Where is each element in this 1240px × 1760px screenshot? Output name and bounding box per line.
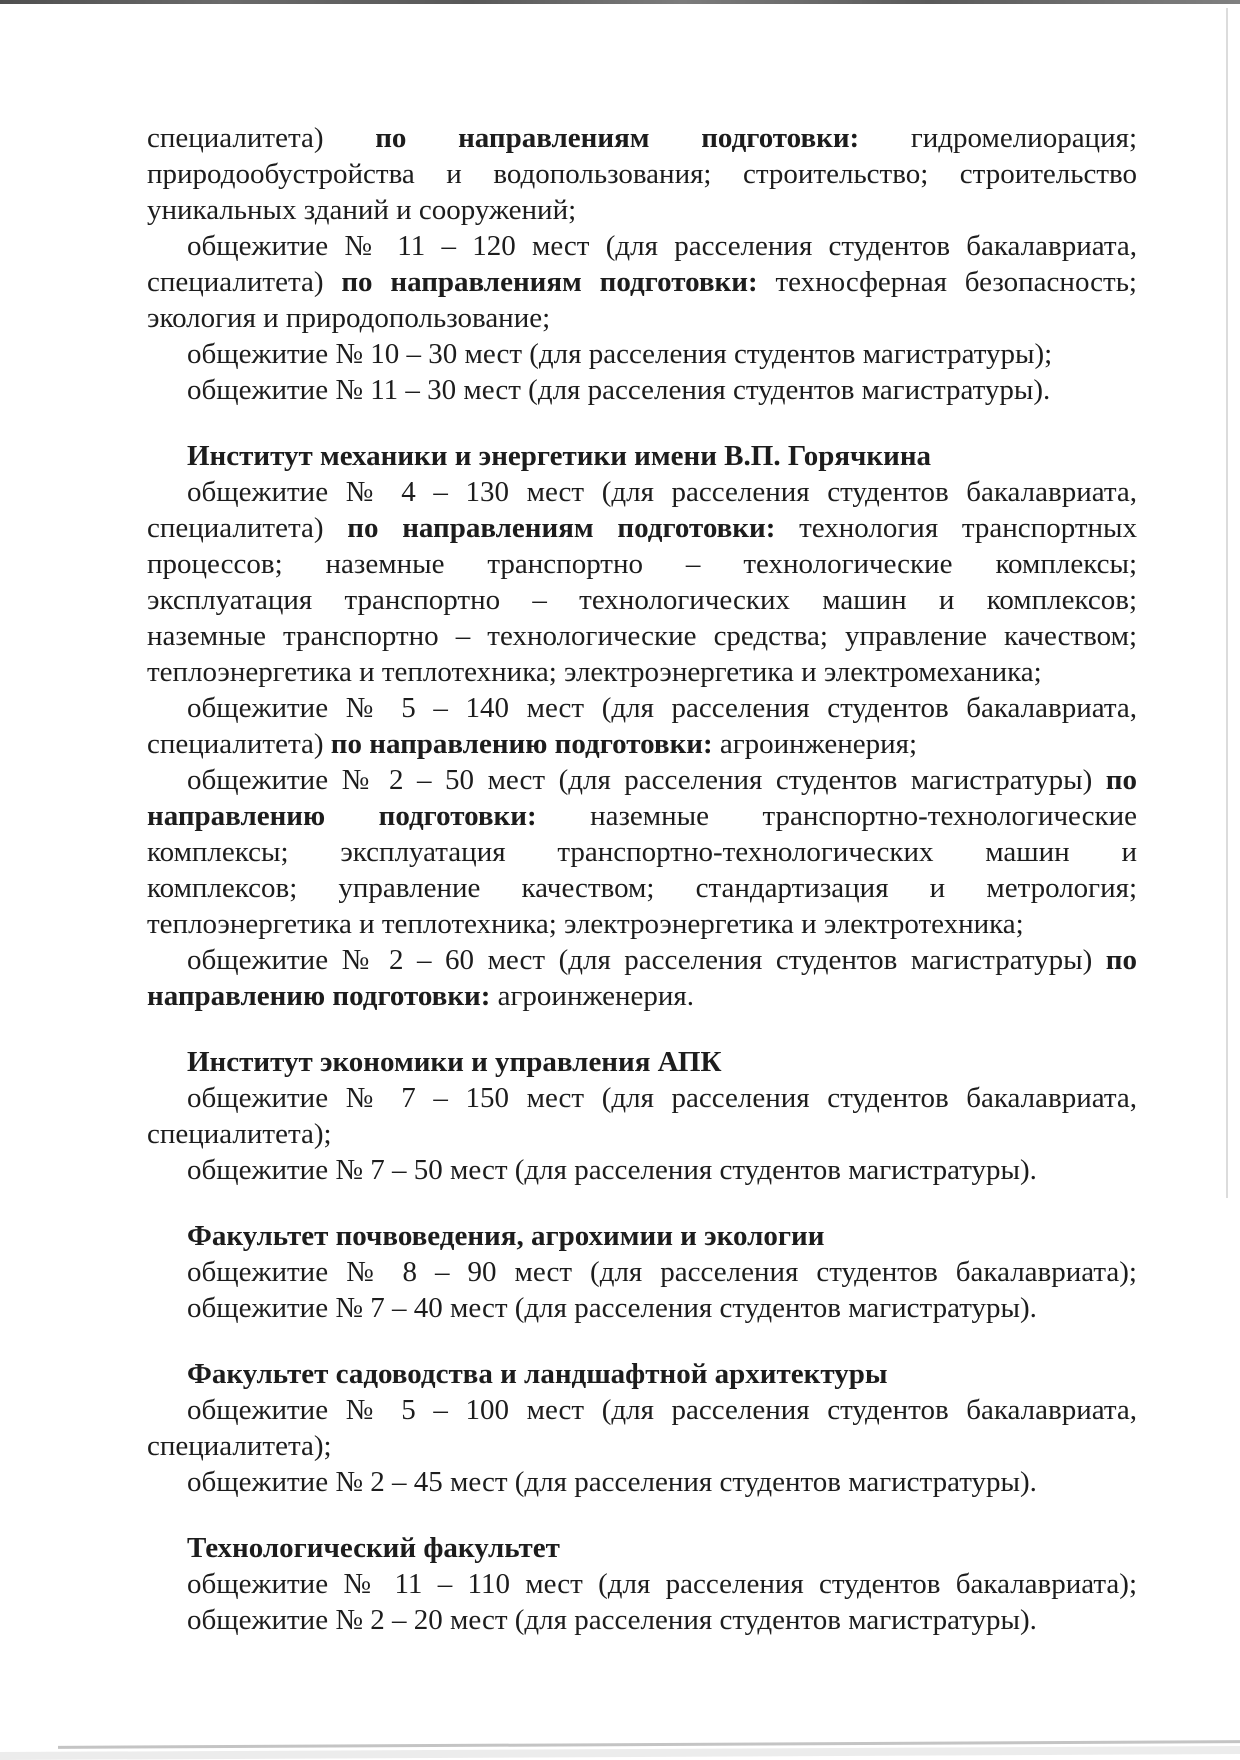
- text-span: агроинженерия.: [490, 980, 694, 1012]
- section-heading: [147, 1044, 1137, 1080]
- bold-phrase: Факультет садоводства и ландшафтной архитектуры: [187, 1358, 888, 1390]
- paragraph-line: [147, 618, 1137, 654]
- paragraph-line: [147, 1464, 1137, 1500]
- paragraph-line: [147, 300, 1137, 336]
- paragraph-line: [147, 228, 1137, 264]
- text-span: общежитие № 5 – 100 мест (для расселения студентов бакалавриата,: [187, 1394, 1137, 1426]
- text-span: техносферная безопасность;: [757, 266, 1137, 298]
- text-span: общежитие № 11 – 30 мест (для расселения студентов магистратуры).: [187, 374, 1051, 406]
- paragraph-line: [147, 474, 1137, 510]
- paragraph-line: [147, 1602, 1137, 1638]
- paragraph-line: [147, 372, 1137, 408]
- bold-phrase: по: [1105, 944, 1137, 976]
- bold-phrase: Институт экономики и управления АПК: [187, 1046, 722, 1078]
- section-heading: [147, 438, 1137, 474]
- text-span: наземные транспортно – технологические средства; управление качеством;: [147, 620, 1137, 652]
- paragraph-line: [147, 870, 1137, 906]
- paragraph-line: [147, 192, 1137, 228]
- paragraph-line: [147, 264, 1137, 300]
- section-heading: [147, 1530, 1137, 1566]
- text-span: общежитие № 7 – 40 мест (для расселения студентов магистратуры).: [187, 1292, 1037, 1324]
- scan-right-paper-edge: [1226, 8, 1228, 1198]
- bold-phrase: Институт механики и энергетики имени В.П. Горячкина: [187, 440, 932, 472]
- bold-phrase: по направлениям подготовки:: [375, 122, 860, 154]
- text-span: специалитета);: [147, 1430, 332, 1462]
- text-span: общежитие № 7 – 50 мест (для расселения студентов магистратуры).: [187, 1154, 1037, 1186]
- paragraph-line: [147, 798, 1137, 834]
- bold-phrase: по направлениям подготовки:: [341, 266, 758, 298]
- paragraph-line: [147, 336, 1137, 372]
- bold-phrase: направлению подготовки:: [147, 980, 491, 1012]
- paragraph-line: [147, 978, 1137, 1014]
- paragraph-line: [147, 156, 1137, 192]
- text-span: общежитие № 10 – 30 мест (для расселения студентов магистратуры);: [187, 338, 1053, 370]
- text-span: общежитие № 5 – 140 мест (для расселения студентов бакалавриата,: [187, 692, 1137, 724]
- paragraph-line: [147, 546, 1137, 582]
- text-span: общежитие № 2 – 50 мест (для расселения студентов магистратуры): [187, 764, 1106, 796]
- text-span: специалитета): [147, 122, 376, 154]
- text-span: экология и природопользование;: [147, 302, 551, 334]
- paragraph-line: [147, 1152, 1137, 1188]
- paragraph-line: [147, 582, 1137, 618]
- text-span: общежитие № 2 – 45 мест (для расселения студентов магистратуры).: [187, 1466, 1037, 1498]
- paragraph-line: [147, 1116, 1137, 1152]
- paragraph-line: [147, 726, 1137, 762]
- bold-phrase: Факультет почвоведения, агрохимии и экологии: [187, 1220, 825, 1252]
- paragraph-line: [147, 120, 1137, 156]
- text-span: общежитие № 4 – 130 мест (для расселения студентов бакалавриата,: [187, 476, 1137, 508]
- text-span: специалитета): [147, 512, 348, 544]
- paragraph-line: [147, 1428, 1137, 1464]
- bold-phrase: направлению подготовки:: [147, 800, 537, 832]
- text-span: уникальных зданий и сооружений;: [147, 194, 577, 226]
- text-span: специалитета): [147, 728, 331, 760]
- paragraph-line: [147, 834, 1137, 870]
- bold-phrase: Технологический факультет: [187, 1532, 560, 1564]
- text-span: комплексы; эксплуатация транспортно-технологических машин и: [147, 836, 1137, 868]
- paragraph-line: [147, 942, 1137, 978]
- text-span: общежитие № 2 – 60 мест (для расселения студентов магистратуры): [187, 944, 1106, 976]
- text-span: общежитие № 7 – 150 мест (для расселения студентов бакалавриата,: [187, 1082, 1137, 1114]
- bold-phrase: по направлению подготовки:: [330, 728, 713, 760]
- paragraph-line: [147, 1290, 1137, 1326]
- paragraph-line: [147, 654, 1137, 690]
- section-heading: [147, 1218, 1137, 1254]
- text-span: теплоэнергетика и теплотехника; электроэнергетика и электротехника;: [147, 908, 1024, 940]
- bold-phrase: по: [1105, 764, 1137, 796]
- paragraph-line: [147, 1254, 1137, 1290]
- paragraph-line: [147, 690, 1137, 726]
- text-span: эксплуатация транспортно – технологических машин и комплексов;: [147, 584, 1137, 616]
- text-span: наземные транспортно-технологические: [536, 800, 1137, 832]
- text-span: специалитета): [147, 266, 342, 298]
- bold-phrase: по направлениям подготовки:: [347, 512, 776, 544]
- text-span: природообустройства и водопользования; строительство; строительство: [147, 158, 1137, 190]
- scan-top-edge-line: [0, 0, 1240, 4]
- text-span: специалитета);: [147, 1118, 332, 1150]
- text-span: агроинженерия;: [712, 728, 918, 760]
- paragraph-line: [147, 510, 1137, 546]
- section-heading: [147, 1356, 1137, 1392]
- text-span: общежитие № 11 – 120 мест (для расселения студентов бакалавриата,: [187, 230, 1137, 262]
- paragraph-line: [147, 1566, 1137, 1602]
- text-block: [147, 120, 1137, 1638]
- text-span: комплексов; управление качеством; стандартизация и метрология;: [147, 872, 1137, 904]
- text-span: общежитие № 2 – 20 мест (для расселения студентов магистратуры).: [187, 1604, 1037, 1636]
- text-span: общежитие № 11 – 110 мест (для расселения студентов бакалавриата);: [187, 1568, 1137, 1600]
- text-span: гидромелиорация;: [859, 122, 1137, 154]
- paragraph-line: [147, 1080, 1137, 1116]
- paragraph-line: [147, 906, 1137, 942]
- paragraph-line: [147, 762, 1137, 798]
- text-span: теплоэнергетика и теплотехника; электроэнергетика и электромеханика;: [147, 656, 1042, 688]
- text-span: процессов; наземные транспортно – технологические комплексы;: [147, 548, 1137, 580]
- paragraph-line: [147, 1392, 1137, 1428]
- text-span: технология транспортных: [775, 512, 1137, 544]
- text-span: общежитие № 8 – 90 мест (для расселения студентов бакалавриата);: [187, 1256, 1137, 1288]
